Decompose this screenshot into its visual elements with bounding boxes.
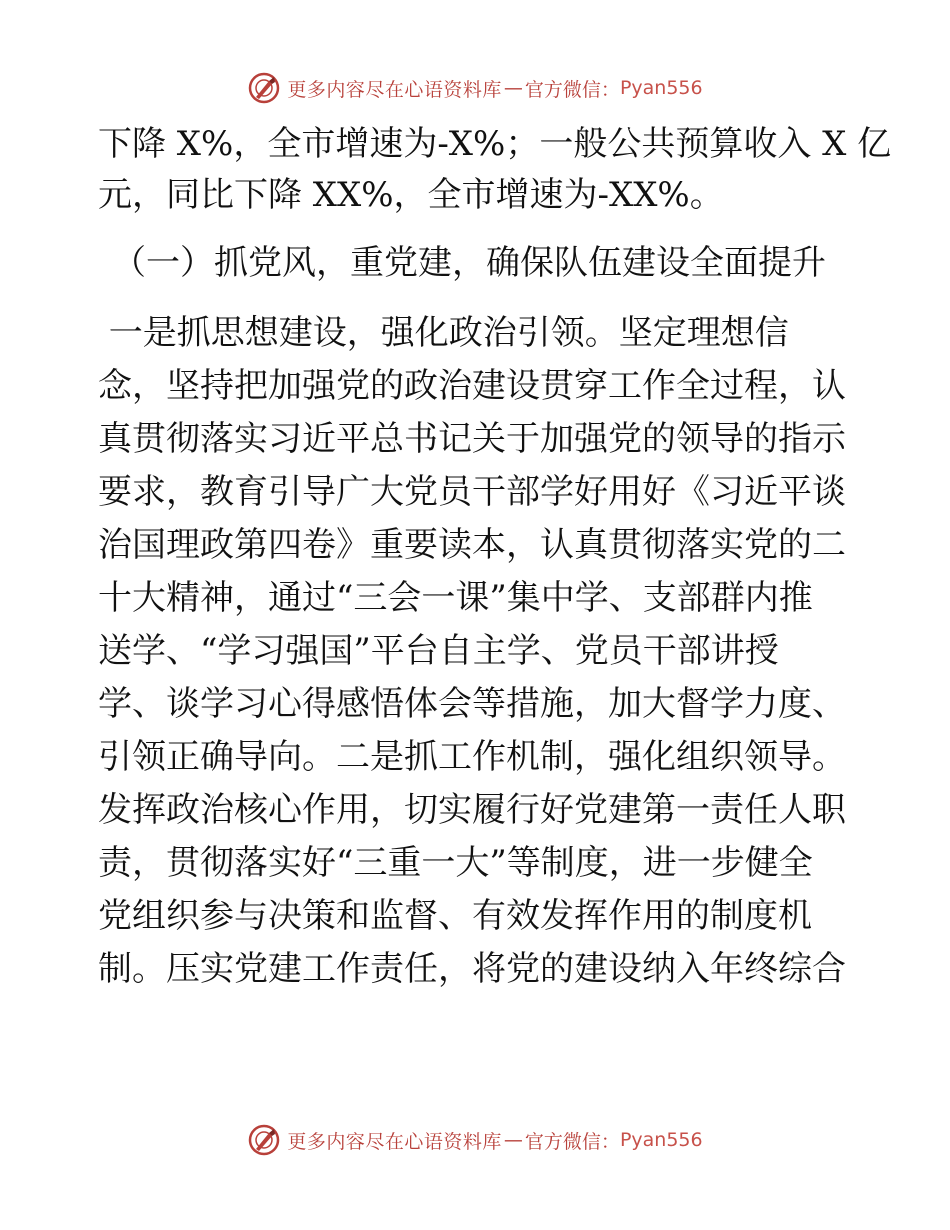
watermark-brand: 更多内容尽在心语资料库 [287, 1130, 502, 1153]
paragraph-line: 送学、“学习强国”平台自主学、党员干部讲授 [98, 631, 779, 671]
paragraph-line: 真贯彻落实习近平总书记关于加强党的领导的指示 [98, 419, 846, 459]
watermark-dash: — [503, 77, 523, 99]
paragraph-line: 要求，教育引导广大党员干部学好用好《习近平谈 [98, 472, 846, 512]
watermark-wechat-label: 官方微信： [524, 78, 620, 101]
paragraph-line: 学、谈学习心得感悟体会等措施，加大督学力度、 [98, 684, 846, 724]
section-paragraph [98, 311, 858, 991]
document-body [98, 122, 892, 1000]
paragraph-line: 责，贯彻落实好“三重一大”等制度，进一步健全 [98, 843, 813, 883]
paragraph-line: 制。压实党建工作责任，将党的建设纳入年终综合 [98, 949, 846, 989]
footer-watermark [0, 1120, 950, 1160]
brand-logo-icon [247, 71, 281, 105]
paragraph-line: 十大精神，通过“三会一课”集中学、支部群内推 [98, 578, 813, 618]
paragraph-line: 党组织参与决策和监督、有效发挥作用的制度机 [98, 896, 812, 936]
paragraph-line: 引领正确导向。二是抓工作机制，强化组织领导。 [98, 737, 846, 777]
watermark-dash: — [503, 1129, 523, 1151]
paragraph-line: 治国理政第四卷》重要读本，认真贯彻落实党的二 [98, 525, 846, 565]
watermark-wechat-label: 官方微信： [524, 1130, 620, 1153]
intro-line-2: 元，同比下降 XX%，全市增速为-XX%。 [98, 175, 724, 215]
watermark-brand: 更多内容尽在心语资料库 [287, 78, 502, 101]
watermark-wechat-id: Pyan556 [619, 77, 703, 99]
paragraph-line: 一是抓思想建设，强化政治引领。坚定理想信 [98, 313, 789, 353]
paragraph-line: 念，坚持把加强党的政治建设贯穿工作全过程，认 [98, 366, 846, 406]
brand-logo-icon [247, 1123, 281, 1157]
section-heading: （一）抓党风，重党建，确保队伍建设全面提升 [112, 243, 826, 283]
watermark-wechat-id: Pyan556 [619, 1129, 703, 1151]
header-watermark [0, 68, 950, 108]
intro-line-1: 下降 X%，全市增速为-X%；一般公共预算收入 X 亿 [98, 124, 892, 164]
paragraph-line: 发挥政治核心作用，切实履行好党建第一责任人职 [98, 790, 846, 830]
